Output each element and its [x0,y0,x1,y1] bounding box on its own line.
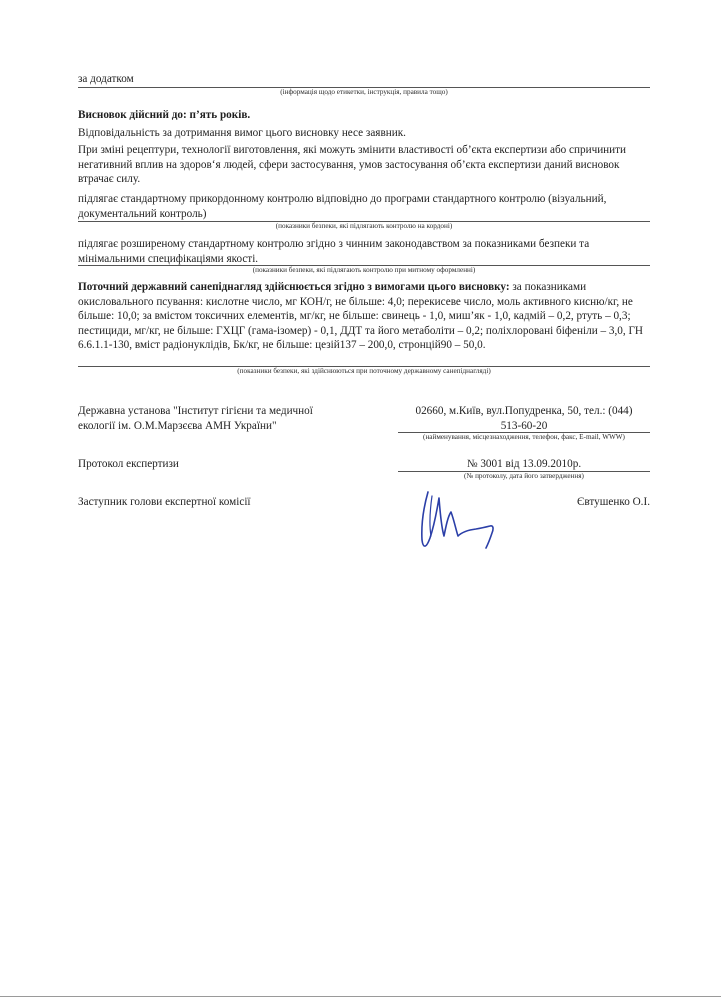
responsibility-text: Відповідальність за дотримання вимог цього висновку несе заявник. [78,127,406,139]
protocol-value: № 3001 від 13.09.2010р. [466,458,582,470]
supervision-caption: (показники безпеки, які здійснюються при поточному державному санепіднагляді) [237,367,491,375]
validity-label: Висновок дійсний до: [78,109,187,121]
customs-control-text: підлягає розширеному стандартному контролю згідно з чинним законодавством за показниками безпеки та мінімальними специфікаціями якості. [78,238,590,265]
protocol-caption: (№ протоколу, дата його затвердження) [464,472,584,480]
signature-icon [410,486,505,556]
institution-address-line1: 02660, м.Київ, вул.Попудренка, 50, тел.: (044) [415,405,633,417]
supervision-text: за показниками окисловального псування: кислотне число, мг КОН/г, не більше: 4,0; перекисеве число, моль активного кисню/кг, не більше: 10,0; за вмістом токсичних елементів, мг/кг, не більше: свинець - 1,0, миш’як - 1,0, кадмій – 0,2, ртуть – 0,3; пестициди, мг/кг, не більше: ГХЦГ (гама-ізомер) - 0,1, ДДТ та його метаболіти – 0,2; поліхлоровані біфеніли – 3,0, ГН 6.6.1.1-130, вміст радіонуклідів, Бк/кг, не більше: цезій137 – 200,0, стронцій90 – 50,0. [78,281,643,352]
signatory-name: Євтушенко О.І. [577,496,650,508]
supervision-paragraph [78,280,650,353]
validity-statement [78,108,650,123]
border-control-text: підлягає стандартному прикордонному контролю відповідно до програми стандартного контролю (візуальний, документальний контроль) [78,193,607,220]
page-bottom-edge [0,996,721,997]
protocol-label: Протокол експертизи [78,458,179,470]
supervision-heading: Поточний державний санепіднагляд здійснюється згідно з вимогами цього висновку: [78,281,510,293]
appendix-caption: (інформація щодо етикетки, інструкція, правила тощо) [280,88,448,96]
institution-address-line2: 513-60-20 [500,419,548,432]
signatory-position: Заступник голови експертної комісії [78,496,251,508]
border-control-caption: (показники безпеки, які підлягають контролю на кордоні) [275,222,453,230]
customs-control-caption: (показники безпеки, які підлягають контролю при митному оформленні) [252,266,476,274]
institution-address [398,404,650,433]
appendix-text: за додатком [78,73,134,85]
recipe-change-text: При зміні рецептури, технології виготовлення, які можуть змінити властивості об’єкта експертизи або спричинити негативний вплив на здоров‘я людей, сфери застосування, умов застосування об’єкта експертизи даний висновок втрачає силу. [78,144,627,186]
institution-name: Державна установа "Інститут гігієни та медичної екології ім. О.М.Марзєєва АМН України" [78,405,313,432]
validity-value: п’ять років. [186,109,251,121]
institution-caption: (найменування, місцезнаходження, телефон, факс, E-mail, WWW) [423,433,625,441]
